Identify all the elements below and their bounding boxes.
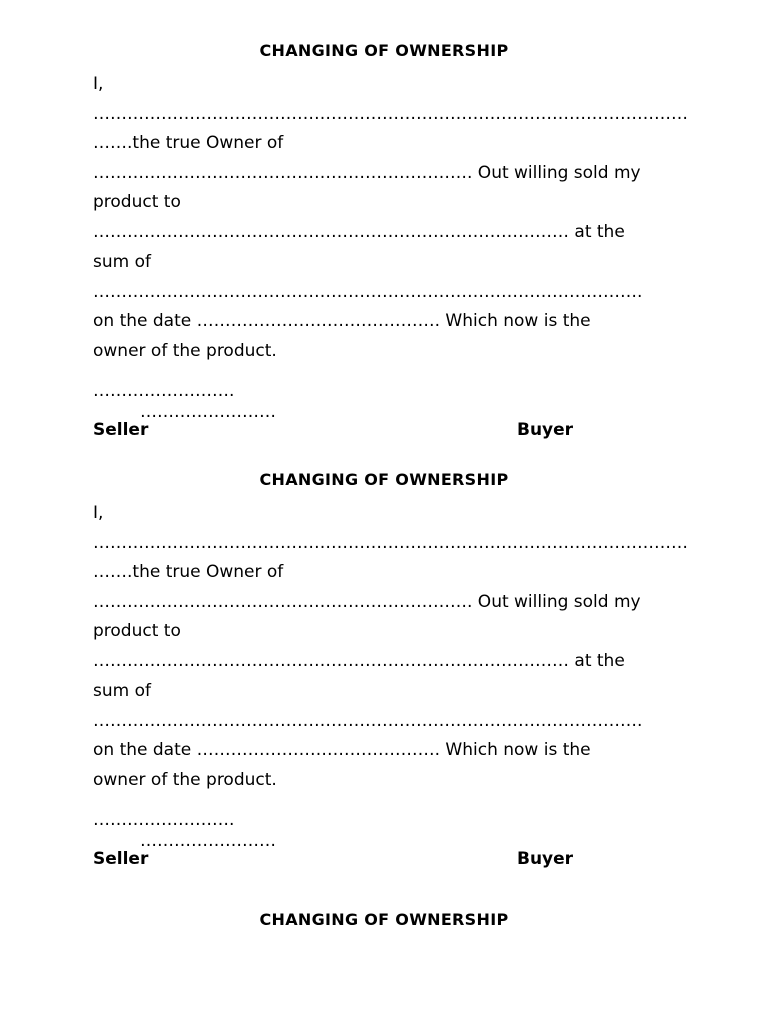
buyer-signature-line: …………………… — [140, 831, 276, 851]
buyer-label: Buyer — [517, 420, 574, 440]
form-title: CHANGING OF OWNERSHIP — [259, 910, 509, 929]
sum-blank: ……………………………………………………………………………………. — [93, 282, 643, 302]
seller-label: Seller — [93, 420, 149, 440]
sum-of-text: sum of — [93, 252, 151, 272]
owner-of-product-text: owner of the product. — [93, 770, 277, 790]
true-owner-text: …….the true Owner of — [93, 133, 284, 153]
owner-of-product-text: owner of the product. — [93, 341, 277, 361]
owner-name-blank: …………………………………………………………………………………………… — [93, 104, 688, 124]
date-text: on the date ……………………………………. Which now is the — [93, 740, 591, 760]
owner-intro: I, — [93, 503, 104, 523]
product-to-text: product to — [93, 192, 181, 212]
product-sold-text: …………………………………………………………. Out willing sold my — [93, 163, 641, 183]
true-owner-text: …….the true Owner of — [93, 562, 284, 582]
form-title: CHANGING OF OWNERSHIP — [259, 41, 509, 60]
buyer-name-blank: ………………………………………………………………………… at the — [93, 222, 625, 242]
sum-blank: ……………………………………………………………………………………. — [93, 711, 643, 731]
owner-intro: I, — [93, 74, 104, 94]
seller-signature-line: ……………………. — [93, 381, 235, 401]
product-to-text: product to — [93, 621, 181, 641]
buyer-name-blank: ………………………………………………………………………… at the — [93, 651, 625, 671]
date-text: on the date ……………………………………. Which now is the — [93, 311, 591, 331]
product-sold-text: …………………………………………………………. Out willing sold my — [93, 592, 641, 612]
seller-label: Seller — [93, 849, 149, 869]
form-title: CHANGING OF OWNERSHIP — [259, 470, 509, 489]
owner-name-blank: …………………………………………………………………………………………… — [93, 533, 688, 553]
sum-of-text: sum of — [93, 681, 151, 701]
buyer-signature-line: …………………… — [140, 402, 276, 422]
buyer-label: Buyer — [517, 849, 574, 869]
seller-signature-line: ……………………. — [93, 810, 235, 830]
